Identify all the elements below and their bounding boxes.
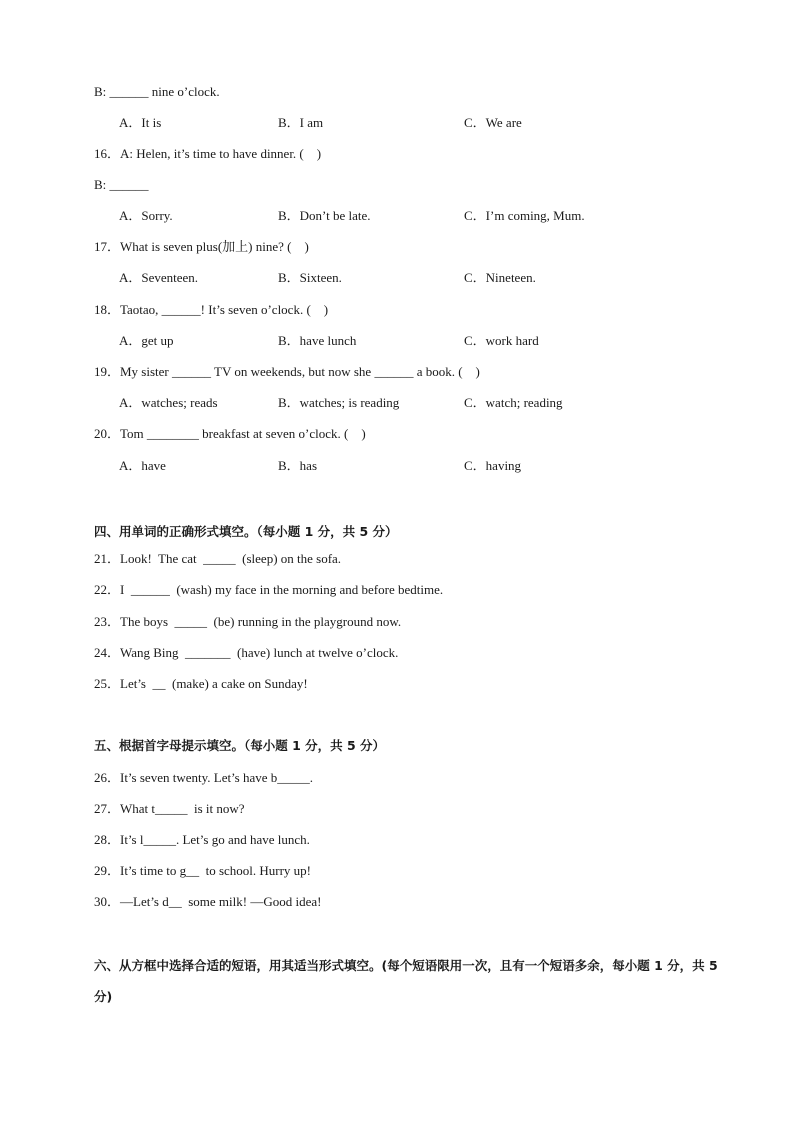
q15-option-c[interactable]: C．We are	[464, 115, 522, 130]
q18-option-a[interactable]: A．get up	[119, 333, 174, 348]
section4-item-23: 23．The boys _____ (be) running in the playground now.	[94, 614, 402, 629]
q18-question: 18．Taotao, ______! It’s seven o’clock. ( )	[94, 302, 329, 317]
q17-question: 17．What is seven plus(加上) nine? ( )	[94, 239, 309, 254]
q16-question: 16．A: Helen, it’s time to have dinner. ( )	[94, 146, 322, 161]
q16-b-line: B: ______	[94, 177, 149, 192]
section6-title: 六、从方框中选择合适的短语，用其适当形式填空。(每个短语限用一次，且有一个短语多余，每小题 1 分，共 5 分)	[94, 958, 718, 1004]
section5-item-29: 29．It’s time to g__ to school. Hurry up!	[94, 863, 312, 878]
q18-option-c[interactable]: C．work hard	[464, 333, 539, 348]
q15-option-b[interactable]: B．I am	[278, 115, 324, 130]
q19-options	[119, 395, 759, 411]
section5-item-28: 28．It’s l_____. Let’s go and have lunch.	[94, 832, 310, 847]
q19-option-c[interactable]: C．watch; reading	[464, 395, 563, 410]
section4-item-22: 22．I ______ (wash) my face in the morning and before bedtime.	[94, 582, 444, 597]
q20-option-a[interactable]: A．have	[119, 458, 166, 473]
q15-options	[119, 115, 759, 131]
section4-item-25: 25．Let’s __ (make) a cake on Sunday!	[94, 676, 308, 691]
q18-options	[119, 333, 759, 349]
q16-option-c[interactable]: C．I’m coming, Mum.	[464, 208, 585, 223]
section5-item-27: 27．What t_____ is it now?	[94, 801, 245, 816]
q19-option-a[interactable]: A．watches; reads	[119, 395, 218, 410]
q16-option-a[interactable]: A．Sorry.	[119, 208, 173, 223]
q17-options	[119, 270, 759, 286]
q19-question: 19．My sister ______ TV on weekends, but now she ______ a book. ( )	[94, 364, 480, 379]
q16-options	[119, 208, 759, 224]
section5-title: 五、根据首字母提示填空。（每小题 1 分，共 5 分）	[94, 738, 386, 753]
q18-option-b[interactable]: B．have lunch	[278, 333, 357, 348]
section4-title: 四、用单词的正确形式填空。（每小题 1 分，共 5 分）	[94, 524, 398, 539]
section4-item-21: 21．Look! The cat _____ (sleep) on the sofa.	[94, 551, 342, 566]
q17-option-a[interactable]: A．Seventeen.	[119, 270, 199, 285]
q15-option-a[interactable]: A．It is	[119, 115, 162, 130]
q19-option-b[interactable]: B．watches; is reading	[278, 395, 400, 410]
q20-options	[119, 458, 759, 474]
q17-option-b[interactable]: B．Sixteen.	[278, 270, 342, 285]
section5-item-26: 26．It’s seven twenty. Let’s have b_____.	[94, 770, 314, 785]
q20-option-b[interactable]: B．has	[278, 458, 318, 473]
q20-question: 20．Tom ________ breakfast at seven o’clock. ( )	[94, 426, 366, 441]
section4-item-24: 24．Wang Bing _______ (have) lunch at twelve o’clock.	[94, 645, 399, 660]
q17-option-c[interactable]: C．Nineteen.	[464, 270, 536, 285]
section5-item-30: 30．—Let’s d__ some milk! —Good idea!	[94, 894, 322, 909]
q16-option-b[interactable]: B．Don’t be late.	[278, 208, 371, 223]
q15-b-line: B: ______ nine o’clock.	[94, 84, 220, 99]
q20-option-c[interactable]: C．having	[464, 458, 522, 473]
